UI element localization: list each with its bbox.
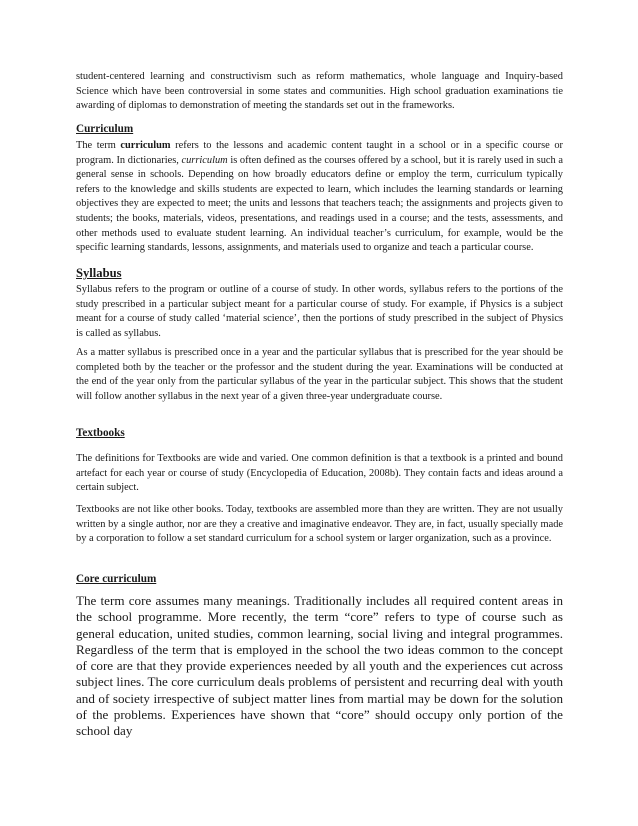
textbooks-text-1: The definitions for Textbooks are wide and varied. One common definition is that a textbook is a printed and bound artefact for each year or course of study (Encyclopedia of Education, 2008b). They contain facts and ideas around a certain subject.	[76, 453, 563, 494]
intro-text: student-centered learning and constructivism such as reform mathematics, whole language and Inquiry-based Science which have been controversial in some states and communities. High school graduation examinations tie awarding of diplomas to demonstration of meeting the standards set out in the frameworks.	[76, 71, 563, 112]
curriculum-text-b: refers to the lessons and academic content taught in a school or in a specific course or program. In dictionaries,	[76, 140, 564, 166]
curriculum-text-c: is often defined as the courses offered by a school, but it is rarely used in such a general sense in schools. Depending on how broadly educators define or employ the term, curriculum typically refers to the knowledge and skills students are expected to learn, which includes the learning standards or learning objectives they are expected to meet; the units and lessons that teachers teach; the assignments and projects given to students; the books, materials, videos, presentations, and readings used in a course; and the tests, assessments, and other methods used to evaluate student learning. An individual teacher’s curriculum, for example, would be the specific learning standards, lessons, assignments, and materials used to organize and teach a particular course.	[76, 154, 563, 254]
textbooks-text-2: Textbooks are not like other books. Today, textbooks are assembled more than they are written. They are not usually written by a single author, nor are they a creative and imaginative endeavor. They are, in fact, usually specially made by a corporation to follow a set standard curriculum for a school system or larger organization, such as a province.	[76, 504, 563, 545]
curriculum-bold-term: curriculum	[120, 140, 171, 151]
curriculum-heading: Curriculum	[76, 123, 134, 135]
syllabus-paragraph-2	[76, 346, 563, 404]
curriculum-paragraph	[76, 139, 563, 256]
textbooks-heading: Textbooks	[76, 427, 125, 439]
textbooks-paragraph-1	[76, 452, 563, 496]
core-curriculum-text: The term core assumes many meanings. Traditionally includes all required content areas in the school programme. More recently, the term “core” refers to type of course such as general education, united studies, common learning, social living and integral programmes. Regardless of the term that is employed in the school the two ideas common to the concept of core are that they provide experiences needed by all youth and the experiences cut across subject lines. The core curriculum deals problems of persistent and recurring deal with youth and of society irrespective of subject matter lines from martial may be down for the solution of the problems. Experiences have shown that “core” should occupy only portion of the school day	[76, 593, 563, 739]
core-curriculum-heading: Core curriculum	[76, 573, 157, 585]
intro-paragraph	[76, 70, 563, 114]
core-curriculum-paragraph	[76, 593, 563, 740]
curriculum-italic-term: curriculum	[181, 154, 228, 166]
syllabus-text-2: As a matter syllabus is prescribed once in a year and the particular syllabus that is prescribed for the year should be completed both by the teacher or the professor and the student during the year. Examinations will be conducted at the end of the year only from the particular syllabus of the year in the particular subject. This shows that the student will follow another syllabus in the next year of a given three-year undergraduate course.	[76, 347, 563, 402]
curriculum-text-a: The term	[76, 140, 121, 151]
syllabus-heading: Syllabus	[76, 266, 122, 280]
syllabus-text-1: Syllabus refers to the program or outline of a course of study. In other words, syllabus refers to the portions of the study prescribed in a particular subject meant for a particular course of study. For example, if Physics is a subject meant for a course of study called ‘material science’, then the portions of study prescribed in the subject of Physics is called as syllabus.	[76, 284, 563, 339]
textbooks-paragraph-2	[76, 503, 563, 547]
syllabus-paragraph-1	[76, 283, 563, 341]
